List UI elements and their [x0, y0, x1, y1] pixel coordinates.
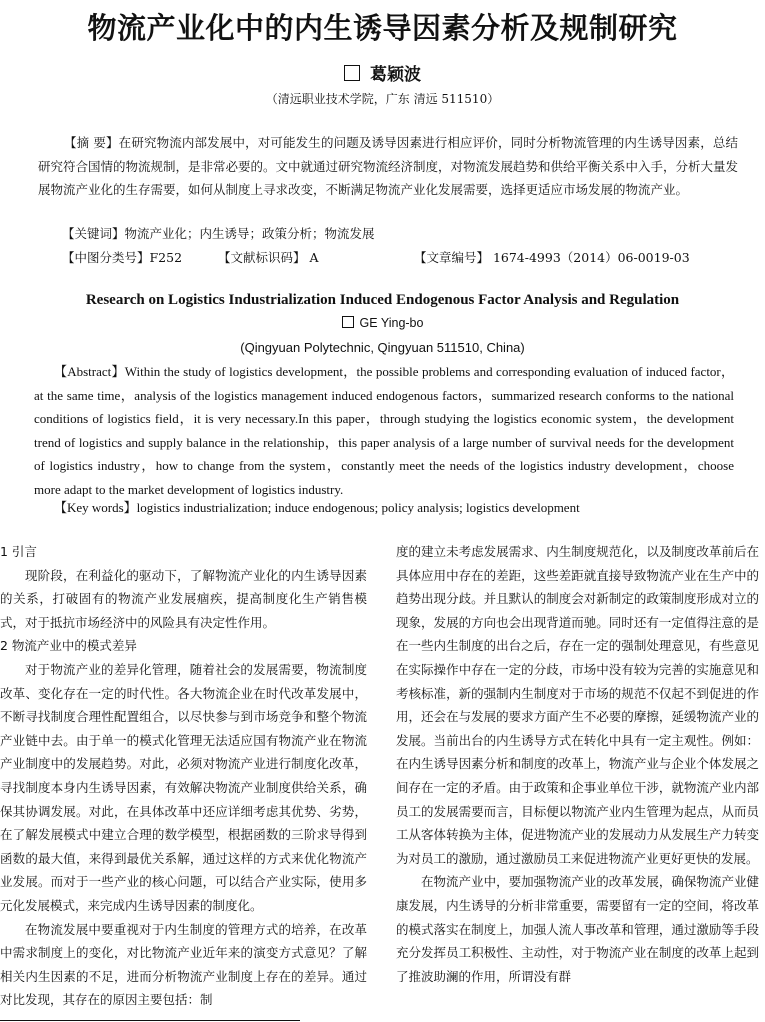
paragraph: 在物流发展中要重视对于内生制度的管理方式的培养，在改革中需求制度上的变化，对比物流产业近年来的演变方式意见？了解相关内生因素的不足，进而分析物流产业制度上存在的差异。通过对比发现，其存在的原因主要包括：制	[0, 921, 367, 1008]
paragraph: 现阶段，在利益化的驱动下，了解物流产业化的内生诱导因素的关系，打破固有的物流产业发展痼疾，提高制度化生产销售模式，对于抵抗市场经济中的风险具有决定性作用。	[0, 567, 367, 630]
section-heading-1: 1 引言	[0, 544, 37, 559]
classification-row	[62, 248, 742, 266]
paper-title: 物流产业化中的内生诱导因素分析及规制研究	[87, 11, 678, 45]
article-number: 【文章编号】 1674-4993（2014）06-0019-03	[413, 250, 690, 265]
doc-code: 【文献标识码】 A	[217, 250, 319, 265]
author-box-icon-en	[342, 316, 354, 328]
keywords-en: 【Key words】logistics industrialization; induce endogenous; policy analysis; logistics development	[54, 500, 580, 515]
author-line	[0, 60, 765, 85]
abstract-zh: 【摘 要】在研究物流内部发展中，对可能发生的问题及诱导因素进行相应评价，同时分析物流管理的内生诱导因素，总结研究符合国情的物流规制，是非常必要的。文中就通过研究物流经济制度，对物流发展趋势和供给平衡关系中入手，分析大量发展物流产业化的生存需要，如何从制度上寻求改变，不断满足物流产业化发展需要，选择更适应市场发展的物流产业。	[38, 135, 739, 197]
section-heading-2: 2 物流产业中的模式差异	[0, 638, 137, 654]
keywords-zh: 【关键词】物流产业化；内生诱导；政策分析；物流发展	[62, 226, 375, 241]
footnote-divider	[0, 1020, 300, 1021]
body-left-column	[0, 540, 367, 1012]
paragraph: 度的建立未考虑发展需求、内生制度规范化，以及制度改革前后在具体应用中存在的差距，这些差距就直接导致物流产业在生产中的趋势出现分歧。并且默认的制度会对新制定的政策制度形成对立的现象，发展的方向也会出现背道而驰。同时还有一定值得注意的是在一些内生制度的出台之后，存在一定的强制处理意见，有些意见在实际操作中存在一定的分歧，市场中没有较为完善的实施意见和考核标准，新的强制内生制度对于市场的规范不仅起不到促进的作用，还会在与发展的要求方面产生不必要的摩擦，延缓物流产业的发展。当前出台的内生诱导方式在转化中具有一定主观性。例如：在内生诱导因素分析和制度的改革上，物流产业与企业个体发展之间存在一定的矛盾。由于政策和企事业单位干涉，就物流产业内部员工的发展需要而言，目标便以物流产业内生管理为起点，从而员工从客体转换为主体，促进物流产业的发展动力从发展生产力转变为对员工的激励，通过激励员工来促进物流产业更好更快的发展。	[396, 544, 759, 866]
paragraph: 在物流产业中，要加强物流产业的改革发展，确保物流产业健康发展，内生诱导的分析非常重要，需要留有一定的空间，将改革的模式落实在制度上，加强人流人事改革和管理，通过激励等手段充分发挥员工积极性、主动性，对于物流产业在制度的改革上起到了推波助澜的作用，所谓没有群	[396, 874, 759, 984]
english-title: Research on Logistics Industrialization Induced Endogenous Factor Analysis and Regulation	[85, 292, 680, 308]
author-name: 葛颖波	[370, 65, 421, 85]
abstract-en: 【Abstract】Within the study of logistics development，the possible problems and corresponding evaluation of induced factor，at the same time，analysis of the logistics management induced endogenous factors，summarized research conforms to the national conditions of logistics field，it is very necessary.In this paper，through studying the logistics economic system，the development trend of logistics and supply balance in the relationship，this paper analysis of a large number of survival needs for the development of logistics industry，how to change from the system，constantly meet the needs of the logistics industry development，choose more adapt to the market development of logistics industry.	[34, 364, 734, 497]
english-affiliation: (Qingyuan Polytechnic, Qingyuan 511510, China)	[240, 340, 525, 355]
affiliation: （清远职业技术学院，广东 清远 511510）	[265, 92, 500, 106]
paragraph: 对于物流产业的差异化管理，随着社会的发展需要，物流制度改革、变化存在一定的时代性。各大物流企业在时代改革发展中，不断寻找制度合理性配置组合，以尽快参与到市场竞争和整个物流产业链中去。由于单一的模式化管理无法适应国有物流产业在物流产业制度中的发展趋势。对此，必须对物流产业进行制度化改革，寻找制度本身内生诱导因素，有效解决物流产业制度供给关系，确保其协调发展。对此，在具体改革中还应详细考虑其优势、劣势，在了解发展模式中建立合理的数学模型，根据函数的三阶求导得到函数的最大值，来得到最优关系解，通过这样的方式来优化物流产业发展。而对于一些产业的核心问题，可以结合产业实际，使用多元化发展模式，来完成内生诱导因素的制度化。	[0, 661, 367, 913]
clc-number: 【中图分类号】F252	[62, 250, 183, 265]
author-box-icon	[344, 65, 360, 81]
english-author: GE Ying-bo	[359, 316, 424, 330]
body-right-column	[396, 540, 759, 988]
english-author-line	[0, 316, 765, 330]
